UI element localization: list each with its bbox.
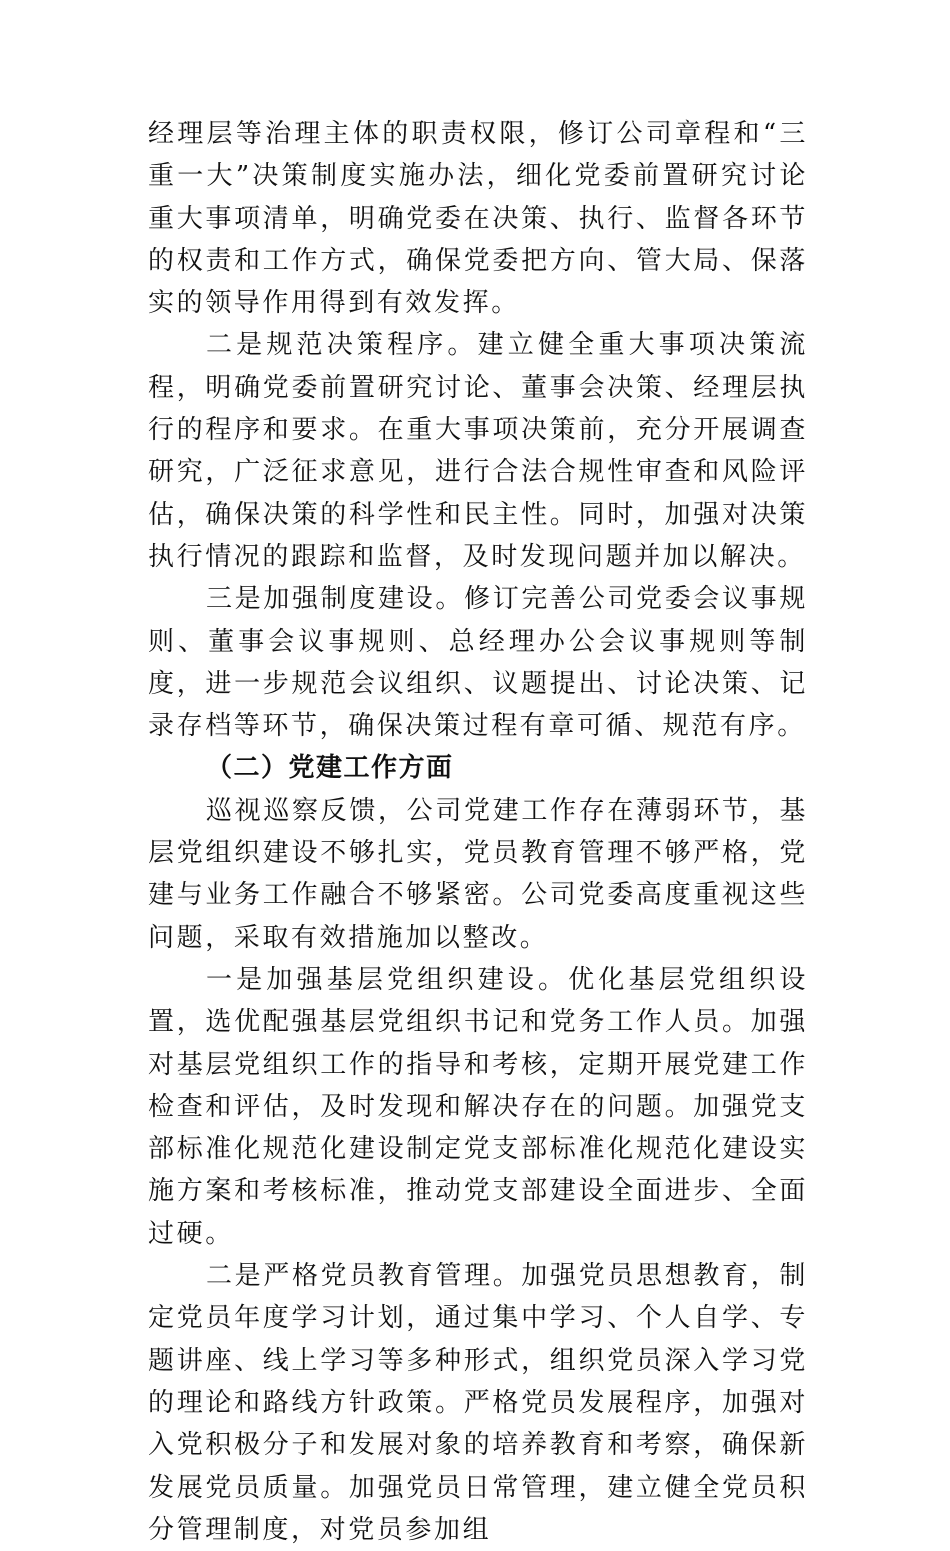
paragraph-continuation: 经理层等治理主体的职责权限，修订公司章程和“三重一大”决策制度实施办法，细化党委前置研究讨论重大事项清单，明确党委在决策、执行、监督各环节的权责和工作方式，确保党委把方向、管大局、保落实的领导作用得到有效发挥。 — [148, 119, 808, 319]
paragraph-member-education: 二是严格党员教育管理。加强党员思想教育，制定党员年度学习计划，通过集中学习、个人自学、专题讲座、线上学习等多种形式，组织党员深入学习党的理论和路线方针政策。严格党员发展程序，加强对入党积极分子和发展对象的培养教育和考察，确保新发展党员质量。加强党员日常管理，建立健全党员积分管理制度，对党员参加组 — [148, 1261, 808, 1545]
section-heading: （二）党建工作方面 — [206, 753, 454, 784]
paragraph-standardize-decision-procedure: 二是规范决策程序。建立健全重大事项决策流程，明确党委前置研究讨论、董事会决策、经理层执行的程序和要求。在重大事项决策前，充分开展调查研究，广泛征求意见，进行合法合规性审查和风险评估，确保决策的科学性和民主性。同时，加强对决策执行情况的跟踪和监督，及时发现问题并加以解决。 — [148, 330, 808, 572]
paragraph-strengthen-system-building: 三是加强制度建设。修订完善公司党委会议事规则、董事会议事规则、总经理办公会议事规则等制度，进一步规范会议组织、议题提出、讨论决策、记录存档等环节，确保决策过程有章可循、规范有序。 — [148, 584, 808, 742]
document-body — [148, 113, 808, 1551]
paragraph-grassroots-organization: 一是加强基层党组织建设。优化基层党组织设置，选优配强基层党组织书记和党务工作人员。加强对基层党组织工作的指导和考核，定期开展党建工作检查和评估，及时发现和解决存在的问题。加强党支部标准化规范化建设制定党支部标准化规范化建设实施方案和考核标准，推动党支部建设全面进步、全面过硬。 — [148, 964, 808, 1249]
paragraph-inspection-feedback: 巡视巡察反馈，公司党建工作存在薄弱环节，基层党组织建设不够扎实，党员教育管理不够严格，党建与业务工作融合不够紧密。公司党委高度重视这些问题，采取有效措施加以整改。 — [148, 795, 808, 953]
